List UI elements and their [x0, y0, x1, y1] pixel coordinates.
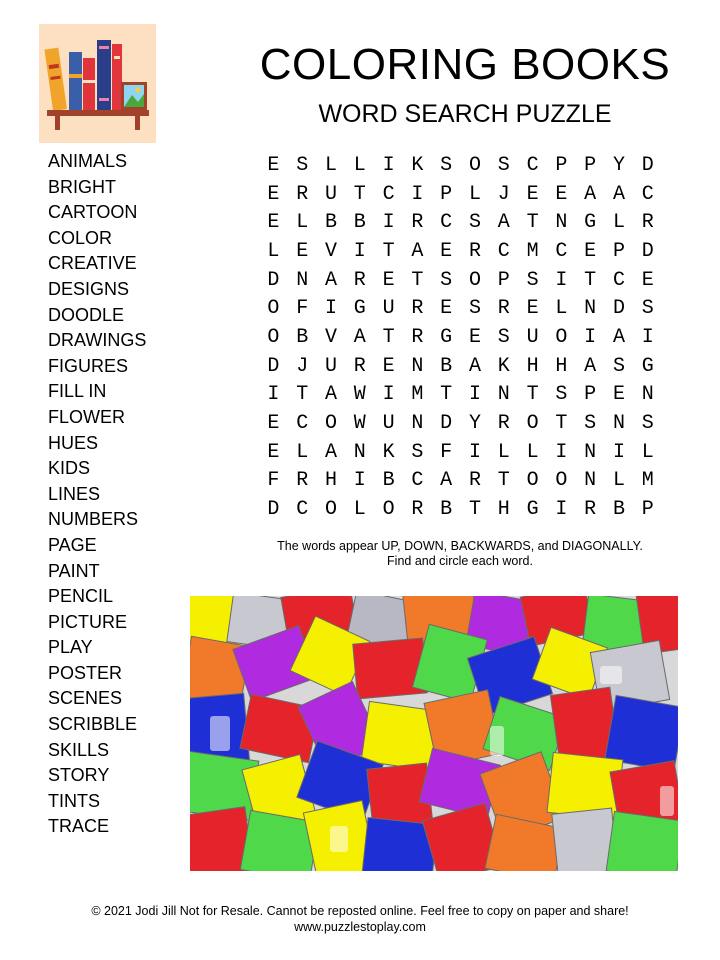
grid-letter: T — [440, 383, 453, 407]
grid-letter: H — [555, 354, 568, 378]
grid-row — [259, 381, 662, 410]
grid-letter: O — [324, 412, 337, 436]
grid-letter: K — [411, 153, 424, 177]
word-search-grid — [259, 151, 662, 524]
grid-letter: E — [555, 182, 568, 206]
grid-letter: N — [584, 297, 597, 321]
grid-letter: R — [411, 211, 424, 235]
grid-letter: B — [324, 211, 337, 235]
grid-letter: P — [612, 239, 625, 263]
grid-letter: I — [267, 383, 280, 407]
word-list-item: CARTOON — [48, 202, 138, 223]
grid-letter: T — [353, 182, 366, 206]
grid-letter: I — [468, 440, 481, 464]
grid-letter: L — [296, 440, 309, 464]
word-list-item: COLOR — [48, 227, 113, 248]
grid-letter: A — [612, 182, 625, 206]
instructions — [230, 539, 690, 569]
grid-letter: S — [497, 325, 510, 349]
grid-letter: S — [584, 412, 597, 436]
grid-letter: B — [440, 354, 453, 378]
grid-letter: R — [411, 498, 424, 522]
grid-letter: I — [324, 297, 337, 321]
grid-letter: B — [382, 469, 395, 493]
grid-letter: E — [267, 440, 280, 464]
grid-letter: U — [324, 182, 337, 206]
grid-letter: F — [296, 297, 309, 321]
grid-letter: N — [612, 412, 625, 436]
grid-letter: I — [555, 440, 568, 464]
grid-row — [259, 266, 662, 295]
grid-letter: L — [267, 239, 280, 263]
grid-letter: R — [641, 211, 654, 235]
grid-letter: Y — [612, 153, 625, 177]
grid-letter: S — [440, 153, 453, 177]
grid-letter: G — [526, 498, 539, 522]
grid-letter: T — [468, 498, 481, 522]
grid-letter: L — [612, 469, 625, 493]
grid-letter: M — [411, 383, 424, 407]
word-list-item: FIGURES — [48, 355, 129, 376]
grid-letter: O — [324, 498, 337, 522]
grid-letter: I — [555, 268, 568, 292]
grid-letter: I — [641, 325, 654, 349]
grid-letter: T — [382, 325, 395, 349]
grid-letter: S — [440, 268, 453, 292]
grid-letter: E — [267, 153, 280, 177]
page-subtitle: WORD SEARCH PUZZLE — [318, 100, 612, 128]
word-list-item: DESIGNS — [48, 278, 130, 299]
grid-letter: A — [497, 211, 510, 235]
grid-letter: T — [555, 412, 568, 436]
grid-row — [259, 467, 662, 496]
word-list-item: PENCIL — [48, 586, 114, 607]
grid-letter: T — [497, 469, 510, 493]
grid-letter: C — [497, 239, 510, 263]
grid-letter: D — [440, 412, 453, 436]
word-list-item: CREATIVE — [48, 253, 137, 274]
grid-letter: C — [612, 268, 625, 292]
grid-letter: O — [468, 153, 481, 177]
grid-letter: G — [641, 354, 654, 378]
grid-letter: B — [353, 211, 366, 235]
page-title: COLORING BOOKS — [259, 40, 671, 89]
word-list-item: DRAWINGS — [48, 330, 147, 351]
grid-letter: P — [497, 268, 510, 292]
word-list-item: PICTURE — [48, 611, 128, 632]
grid-letter: L — [296, 211, 309, 235]
grid-letter: D — [612, 297, 625, 321]
grid-letter: C — [641, 182, 654, 206]
word-list — [48, 149, 146, 840]
grid-letter: E — [382, 354, 395, 378]
grid-row — [259, 323, 662, 352]
grid-letter: D — [267, 498, 280, 522]
grid-letter: N — [411, 412, 424, 436]
website-link[interactable]: www.puzzlestoplay.com — [294, 920, 426, 934]
grid-letter: F — [440, 440, 453, 464]
grid-letter: I — [353, 239, 366, 263]
grid-letter: E — [267, 182, 280, 206]
grid-letter: E — [526, 297, 539, 321]
grid-letter: M — [641, 469, 654, 493]
grid-letter: Y — [468, 412, 481, 436]
grid-letter: S — [526, 268, 539, 292]
copyright-notice: © 2021 Jodi Jill Not for Resale. Cannot be reposted online. Feel free to copy on paper and share! — [91, 904, 629, 918]
grid-letter: N — [584, 440, 597, 464]
grid-letter: R — [468, 239, 481, 263]
grid-letter: E — [440, 239, 453, 263]
grid-letter: L — [497, 440, 510, 464]
grid-letter: A — [612, 325, 625, 349]
word-list-item: TRACE — [48, 816, 110, 837]
grid-letter: L — [353, 498, 366, 522]
grid-letter: E — [296, 239, 309, 263]
grid-row — [259, 208, 662, 237]
grid-letter: O — [267, 297, 280, 321]
grid-letter: L — [641, 440, 654, 464]
grid-letter: F — [267, 469, 280, 493]
grid-letter: L — [324, 153, 337, 177]
grid-letter: A — [324, 268, 337, 292]
grid-letter: E — [440, 297, 453, 321]
grid-letter: C — [296, 412, 309, 436]
grid-letter: C — [296, 498, 309, 522]
grid-letter: E — [612, 383, 625, 407]
grid-row — [259, 352, 662, 381]
grid-letter: R — [468, 469, 481, 493]
grid-letter: A — [411, 239, 424, 263]
grid-row — [259, 495, 662, 524]
grid-letter: U — [324, 354, 337, 378]
grid-letter: J — [296, 354, 309, 378]
word-list-item: DOODLE — [48, 304, 125, 325]
grid-letter: H — [497, 498, 510, 522]
pile-of-books-illustration — [190, 596, 678, 871]
grid-letter: H — [526, 354, 539, 378]
grid-letter: E — [267, 412, 280, 436]
word-list-item: BRIGHT — [48, 176, 117, 197]
grid-letter: C — [382, 182, 395, 206]
grid-letter: I — [382, 153, 395, 177]
word-list-item: POSTER — [48, 662, 123, 683]
instructions-line-2: Find and circle each word. — [387, 554, 533, 568]
word-list-item: PAINT — [48, 560, 100, 581]
word-list-item: SCRIBBLE — [48, 714, 138, 735]
grid-letter: R — [497, 297, 510, 321]
grid-letter: N — [555, 211, 568, 235]
grid-letter: P — [440, 182, 453, 206]
word-list-item: NUMBERS — [48, 509, 139, 530]
word-list-item: PAGE — [48, 534, 97, 555]
grid-letter: V — [324, 325, 337, 349]
grid-letter: C — [526, 153, 539, 177]
grid-letter: J — [497, 182, 510, 206]
grid-letter: P — [584, 383, 597, 407]
grid-letter: I — [382, 383, 395, 407]
grid-letter: I — [382, 211, 395, 235]
grid-letter: E — [468, 325, 481, 349]
grid-letter: E — [267, 211, 280, 235]
bookshelf-icon — [39, 24, 156, 143]
grid-letter: P — [555, 153, 568, 177]
grid-letter: S — [468, 211, 481, 235]
grid-letter: R — [411, 325, 424, 349]
grid-letter: N — [411, 354, 424, 378]
grid-letter: R — [353, 354, 366, 378]
grid-letter: O — [555, 469, 568, 493]
grid-letter: A — [324, 383, 337, 407]
grid-letter: I — [612, 440, 625, 464]
grid-letter: I — [411, 182, 424, 206]
grid-letter: P — [584, 153, 597, 177]
grid-letter: A — [584, 354, 597, 378]
word-list-item: HUES — [48, 432, 99, 453]
grid-letter: R — [411, 297, 424, 321]
grid-row — [259, 180, 662, 209]
grid-letter: I — [468, 383, 481, 407]
grid-letter: T — [382, 239, 395, 263]
grid-letter: E — [584, 239, 597, 263]
grid-letter: L — [353, 153, 366, 177]
word-list-item: STORY — [48, 765, 110, 786]
grid-letter: C — [411, 469, 424, 493]
grid-letter: D — [641, 239, 654, 263]
grid-letter: O — [468, 268, 481, 292]
grid-letter: B — [612, 498, 625, 522]
grid-letter: E — [526, 182, 539, 206]
grid-letter: D — [641, 153, 654, 177]
grid-letter: T — [526, 383, 539, 407]
word-list-item: SCENES — [48, 688, 123, 709]
grid-letter: U — [526, 325, 539, 349]
grid-letter: T — [296, 383, 309, 407]
word-list-item: ANIMALS — [48, 151, 128, 171]
grid-letter: S — [641, 297, 654, 321]
grid-letter: L — [612, 211, 625, 235]
grid-letter: L — [526, 440, 539, 464]
grid-letter: E — [382, 268, 395, 292]
grid-letter: R — [584, 498, 597, 522]
grid-letter: S — [468, 297, 481, 321]
grid-letter: G — [584, 211, 597, 235]
grid-letter: I — [584, 325, 597, 349]
grid-letter: K — [497, 354, 510, 378]
grid-letter: A — [440, 469, 453, 493]
grid-row — [259, 438, 662, 467]
grid-letter: T — [584, 268, 597, 292]
grid-letter: G — [353, 297, 366, 321]
grid-letter: O — [382, 498, 395, 522]
grid-letter: W — [353, 412, 366, 436]
word-list-item: FILL IN — [48, 381, 107, 402]
grid-letter: I — [555, 498, 568, 522]
grid-letter: C — [440, 211, 453, 235]
grid-row — [259, 237, 662, 266]
grid-letter: N — [353, 440, 366, 464]
grid-letter: D — [267, 268, 280, 292]
grid-letter: A — [353, 325, 366, 349]
grid-letter: S — [612, 354, 625, 378]
grid-letter: T — [526, 211, 539, 235]
grid-letter: V — [324, 239, 337, 263]
grid-letter: U — [382, 412, 395, 436]
grid-letter: S — [555, 383, 568, 407]
grid-letter: H — [324, 469, 337, 493]
grid-letter: A — [584, 182, 597, 206]
grid-letter: S — [411, 440, 424, 464]
grid-letter: L — [555, 297, 568, 321]
grid-letter: R — [296, 469, 309, 493]
grid-row — [259, 409, 662, 438]
grid-letter: U — [382, 297, 395, 321]
grid-letter: P — [641, 498, 654, 522]
grid-letter: O — [526, 469, 539, 493]
grid-letter: N — [641, 383, 654, 407]
grid-letter: S — [296, 153, 309, 177]
footer — [0, 903, 720, 935]
grid-letter: R — [497, 412, 510, 436]
word-list-item: PLAY — [48, 637, 93, 658]
word-list-item: SKILLS — [48, 739, 110, 760]
grid-letter: B — [440, 498, 453, 522]
instructions-line-1: The words appear UP, DOWN, BACKWARDS, and DIAGONALLY. — [277, 539, 643, 553]
grid-letter: L — [468, 182, 481, 206]
grid-letter: S — [497, 153, 510, 177]
grid-letter: N — [584, 469, 597, 493]
word-list-item: TINTS — [48, 790, 100, 811]
grid-letter: I — [353, 469, 366, 493]
grid-letter: E — [641, 268, 654, 292]
grid-letter: K — [382, 440, 395, 464]
grid-row — [259, 294, 662, 323]
grid-letter: T — [411, 268, 424, 292]
grid-letter: G — [440, 325, 453, 349]
grid-letter: N — [296, 268, 309, 292]
grid-letter: D — [267, 354, 280, 378]
grid-letter: R — [353, 268, 366, 292]
grid-letter: S — [641, 412, 654, 436]
grid-letter: M — [526, 239, 539, 263]
grid-letter: W — [353, 383, 366, 407]
grid-letter: O — [267, 325, 280, 349]
grid-letter: R — [296, 182, 309, 206]
grid-letter: B — [296, 325, 309, 349]
grid-letter: N — [497, 383, 510, 407]
grid-row — [259, 151, 662, 180]
word-list-item: FLOWER — [48, 406, 126, 427]
grid-letter: A — [324, 440, 337, 464]
grid-letter: C — [555, 239, 568, 263]
word-list-item: KIDS — [48, 458, 91, 479]
grid-letter: O — [555, 325, 568, 349]
grid-letter: O — [526, 412, 539, 436]
grid-letter: A — [468, 354, 481, 378]
word-list-item: LINES — [48, 483, 101, 504]
